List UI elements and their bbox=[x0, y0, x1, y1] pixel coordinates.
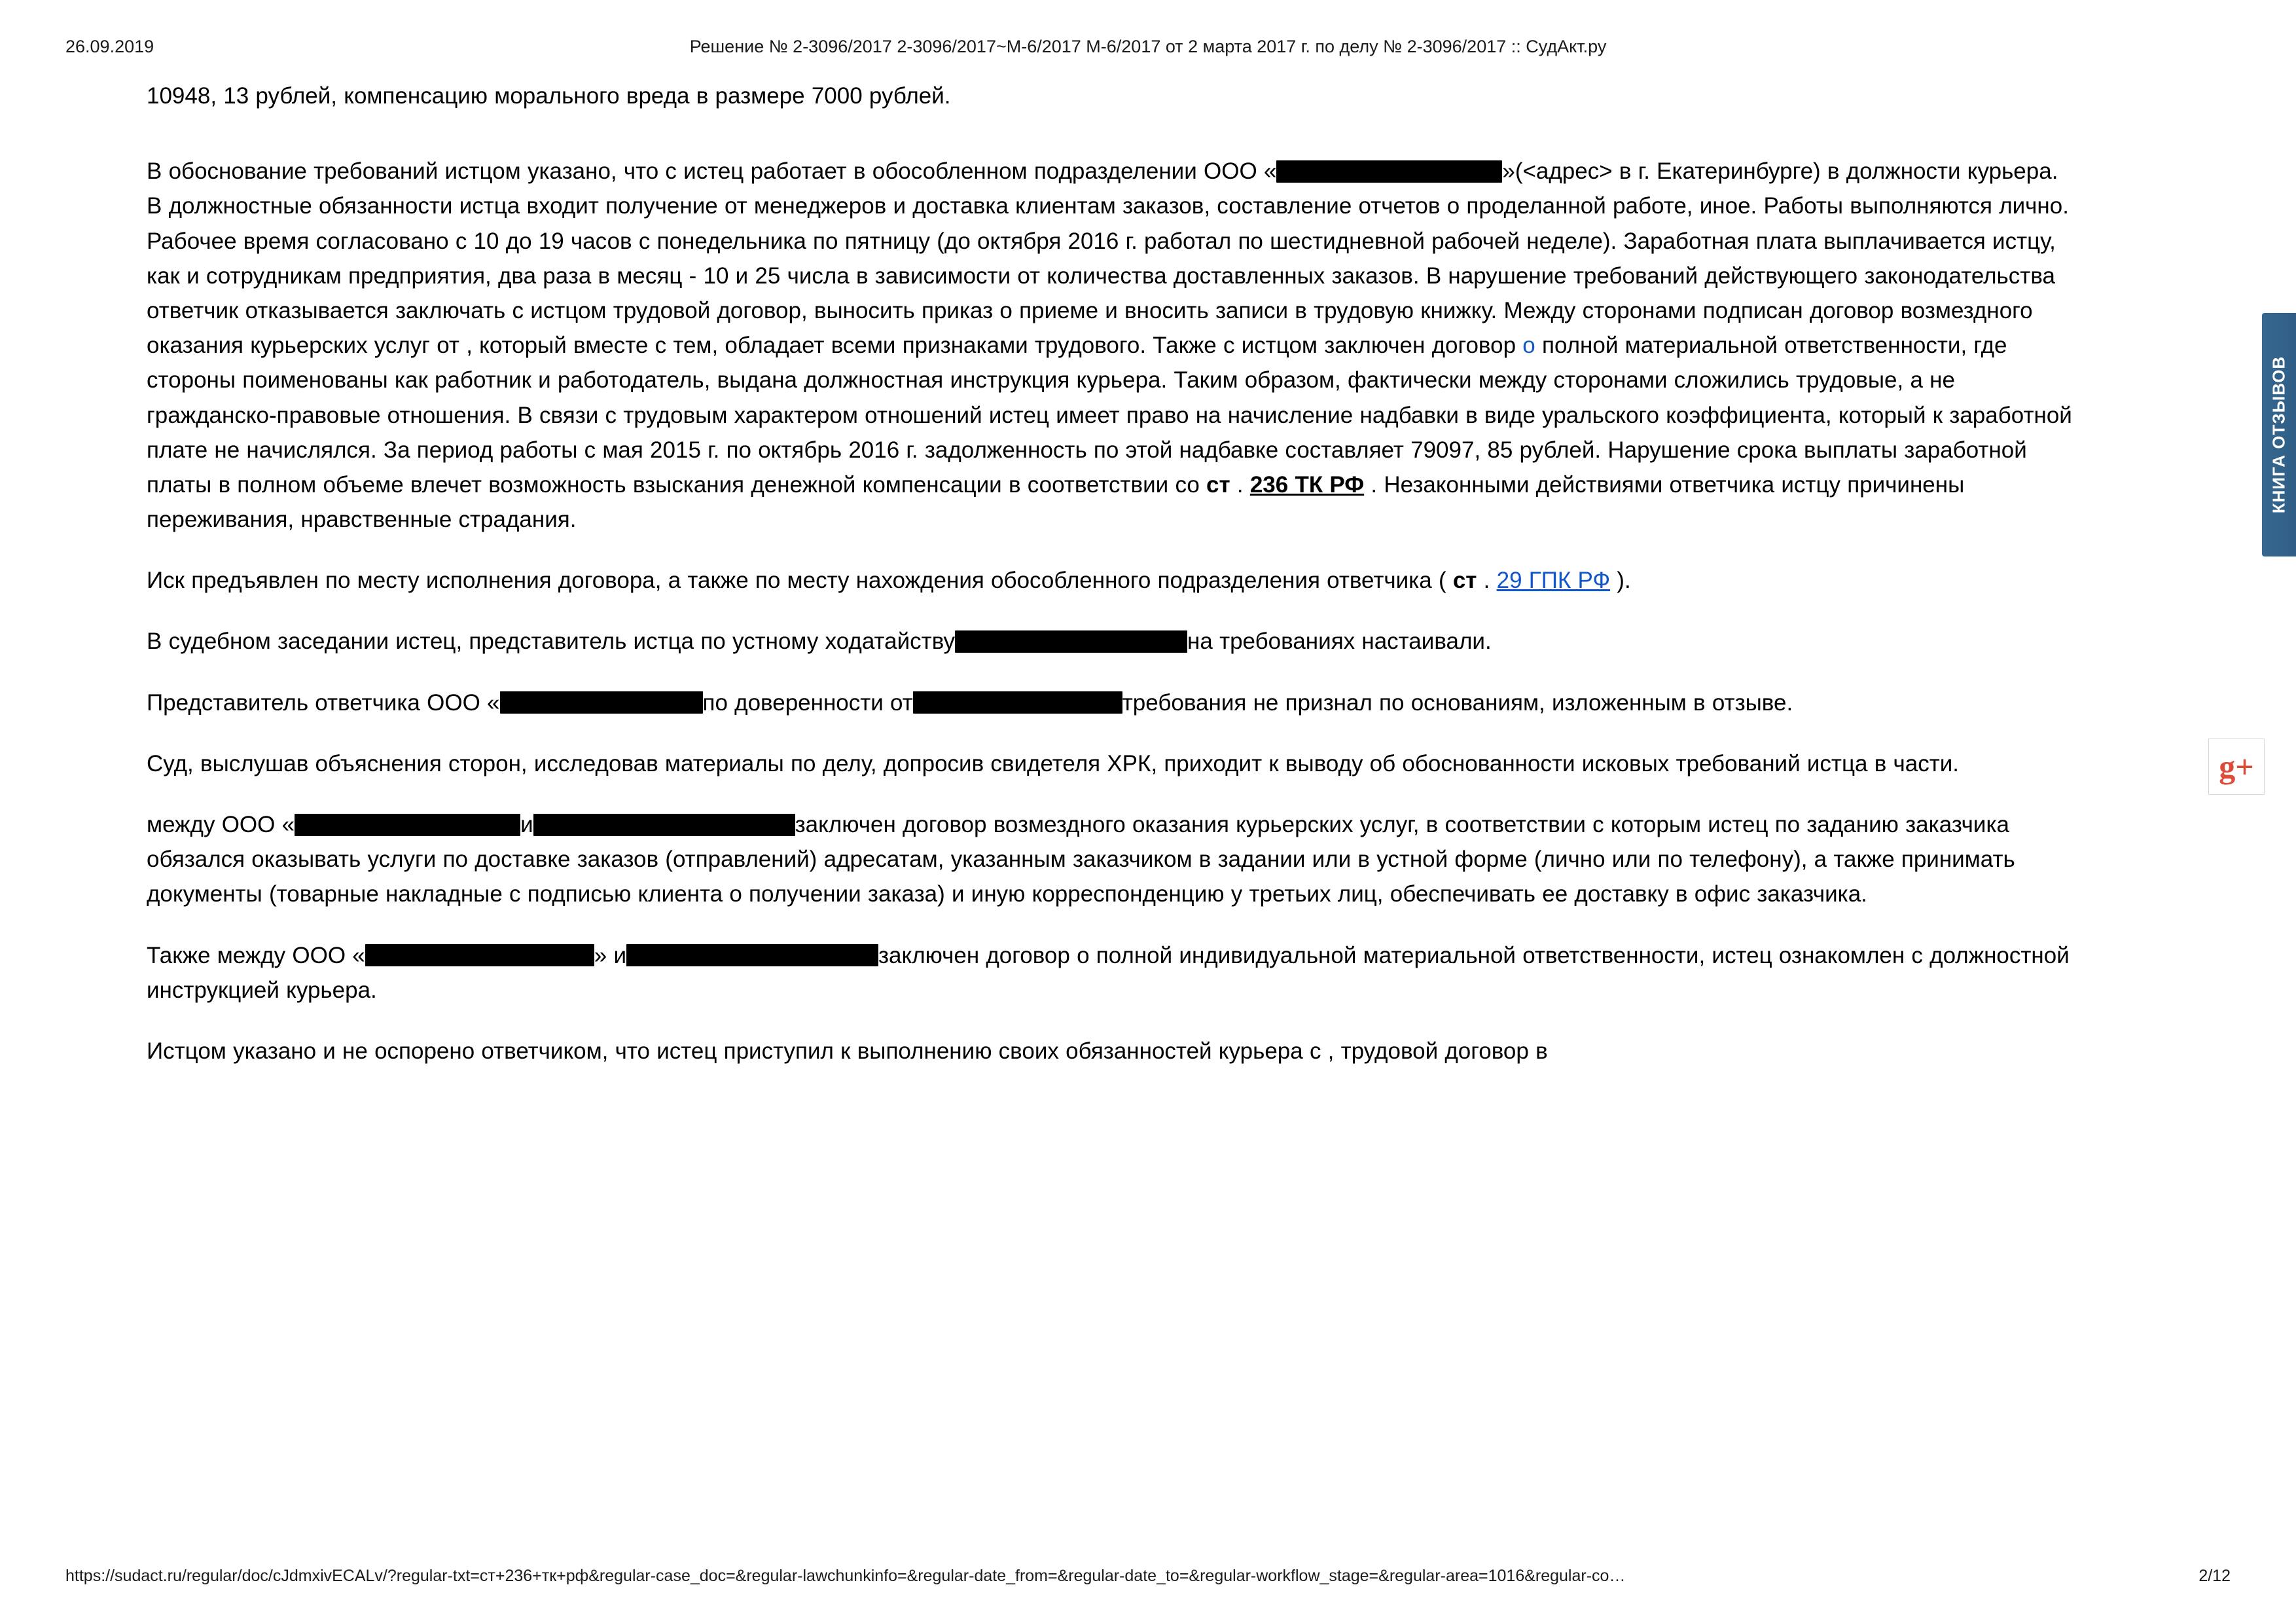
paragraph-6-text: Суд, выслушав объяснения сторон, исследовав материалы по делу, допросив свидетеля ХРК, приходит к выводу об обоснованности исковых требований истца в части. bbox=[147, 750, 1960, 776]
paragraph-8-part-c: заключен договор о полной индивидуальной материальной ответственности, истец ознакомлен с должностной инструкцией курьера. bbox=[147, 942, 2070, 1003]
redaction-bar bbox=[295, 814, 520, 836]
paragraph-8 bbox=[147, 938, 2077, 1008]
paragraph-3 bbox=[147, 563, 2077, 598]
paragraph-5-part-a: Представитель ответчика ООО « bbox=[147, 689, 500, 716]
redaction-bar bbox=[626, 944, 878, 966]
print-header-date: 26.09.2019 bbox=[65, 37, 154, 56]
print-footer-url: https://sudact.ru/regular/doc/cJdmxivECALv/?regular-txt=ст+236+тк+рф&regular-case_doc=&regular-lawchunkinfo=&regular-date_from=&regular-date_to=&regular-workflow_stage=&regular-area=1016&regular-co… bbox=[65, 1567, 1626, 1585]
redaction-bar bbox=[1276, 160, 1502, 183]
paragraph-2 bbox=[147, 154, 2077, 537]
paragraph-1-text: 10948, 13 рублей, компенсацию морального вреда в размере 7000 рублей. bbox=[147, 83, 951, 109]
inline-link-o[interactable]: о bbox=[1522, 333, 1535, 359]
paragraph-9 bbox=[147, 1034, 2077, 1068]
law-reference-29-gpk-rf[interactable]: 29 ГПК РФ bbox=[1496, 568, 1611, 594]
redaction-bar bbox=[365, 944, 594, 966]
law-article-prefix: ст bbox=[1452, 568, 1477, 594]
redaction-bar bbox=[500, 691, 703, 714]
paragraph-4-part-b: на требованиях настаивали. bbox=[1187, 629, 1492, 655]
feedback-book-tab-label: КНИГА ОТЗЫВОВ bbox=[2269, 356, 2289, 514]
print-footer bbox=[0, 1567, 2296, 1593]
document-body bbox=[147, 79, 2077, 1095]
paragraph-7-part-b: и bbox=[520, 812, 533, 837]
paragraph-3-part-b: ). bbox=[1610, 568, 1631, 594]
print-header bbox=[0, 37, 2296, 63]
paragraph-8-part-b: » и bbox=[594, 942, 626, 968]
paragraph-2-part-d: . Незаконными действиями ответчика истцу причинены переживания, нравственные страдания. bbox=[147, 471, 1965, 533]
paragraph-5-part-b: по доверенности от bbox=[702, 689, 913, 716]
paragraph-6 bbox=[147, 746, 2077, 781]
print-header-title: Решение № 2-3096/2017 2-3096/2017~М-6/2017 М-6/2017 от 2 марта 2017 г. по делу № 2-3096/2017 :: СудАкт.ру bbox=[689, 37, 1607, 56]
paragraph-2-part-b: »(<адрес> в г. Екатеринбурге) в должности курьера. В должностные обязанности истца входит получение от менеджеров и доставка клиентам заказов, составление отчетов о проделанной работе, иное. Работы выполняются лично. Рабочее время согласовано с 10 до 19 часов с понедельника по пятницу (до октября 2016 г. работал по шестидневной рабочей неделе). Заработная плата выплачивается истцу, как и сотрудникам предприятия, два раза в месяц - 10 и 25 числа в зависимости от количества доставленных заказов. В нарушение требований действующего законодательства ответчик отказывается заключать с истцом трудовой договор, выносить приказ о приеме и вносить записи в трудовую книжку. Между сторонами подписан договор возмездного оказания курьерских услуг от , который вместе с тем, обладает всеми признаками трудового. Также с истцом заключен договор bbox=[147, 158, 2069, 359]
redaction-bar bbox=[955, 630, 1187, 653]
paragraph-7 bbox=[147, 807, 2077, 912]
paragraph-7-part-c: заключен договор возмездного оказания курьерских услуг, в соответствии с которым истец по заданию заказчика обязался оказывать услуги по доставке заказов (отправлений) адресатам, указанным заказчиком в задании или в устной форме (лично или по телефону), а также принимать документы (товарные накладные с подписью клиента о получении заказа) и иную корреспонденцию у третьих лиц, обеспечивать ее доставку в офис заказчика. bbox=[147, 812, 2015, 907]
paragraph-7-part-a: между ООО « bbox=[147, 812, 295, 837]
print-footer-page-number: 2/12 bbox=[2198, 1567, 2231, 1585]
feedback-book-tab[interactable] bbox=[2262, 313, 2296, 556]
law-reference-236-tk-rf[interactable]: 236 ТК РФ bbox=[1249, 471, 1365, 498]
paragraph-2-part-a: В обоснование требований истцом указано, что с истец работает в обособленном подразделении ООО « bbox=[147, 158, 1277, 185]
law-article-prefix: ст bbox=[1206, 471, 1230, 498]
paragraph-2-part-c: полной материальной ответственности, где стороны поименованы как работник и работодатель, выдана должностная инструкция курьера. Таким образом, фактически между сторонами сложились трудовые, а не гражданско-правовые отношения. В связи с трудовым характером отношений истец имеет право на начисление надбавки в виде уральского коэффициента, который к заработной плате не начислялся. За период работы с мая 2015 г. по октябрь 2016 г. задолженность по этой надбавке составляет 79097, 85 рублей. Нарушение срока выплаты заработной платы в полном объеме влечет возможность взыскания денежной компенсации в соответствии со bbox=[147, 333, 2072, 498]
law-article-dot: . bbox=[1477, 568, 1497, 594]
law-article-dot: . bbox=[1230, 471, 1250, 498]
paragraph-8-part-a: Также между ООО « bbox=[147, 942, 365, 968]
google-plus-share-button[interactable] bbox=[2208, 739, 2265, 795]
paragraph-5-part-c: требования не признал по основаниям, изложенным в отзыве. bbox=[1122, 689, 1793, 716]
paragraph-4-part-a: В судебном заседании истец, представитель истца по устному ходатайству bbox=[147, 629, 956, 655]
paragraph-9-text: Истцом указано и не оспорено ответчиком, что истец приступил к выполнению своих обязанностей курьера с , трудовой договор в bbox=[147, 1038, 1548, 1064]
redaction-bar bbox=[913, 691, 1122, 714]
paragraph-4 bbox=[147, 624, 2077, 659]
paragraph-1 bbox=[147, 79, 2077, 113]
paragraph-5 bbox=[147, 685, 2077, 720]
google-plus-icon: g+ bbox=[2219, 748, 2254, 785]
redaction-bar bbox=[533, 814, 795, 836]
paragraph-3-part-a: Иск предъявлен по месту исполнения договора, а также по месту нахождения обособленного подразделения ответчика ( bbox=[147, 568, 1453, 594]
